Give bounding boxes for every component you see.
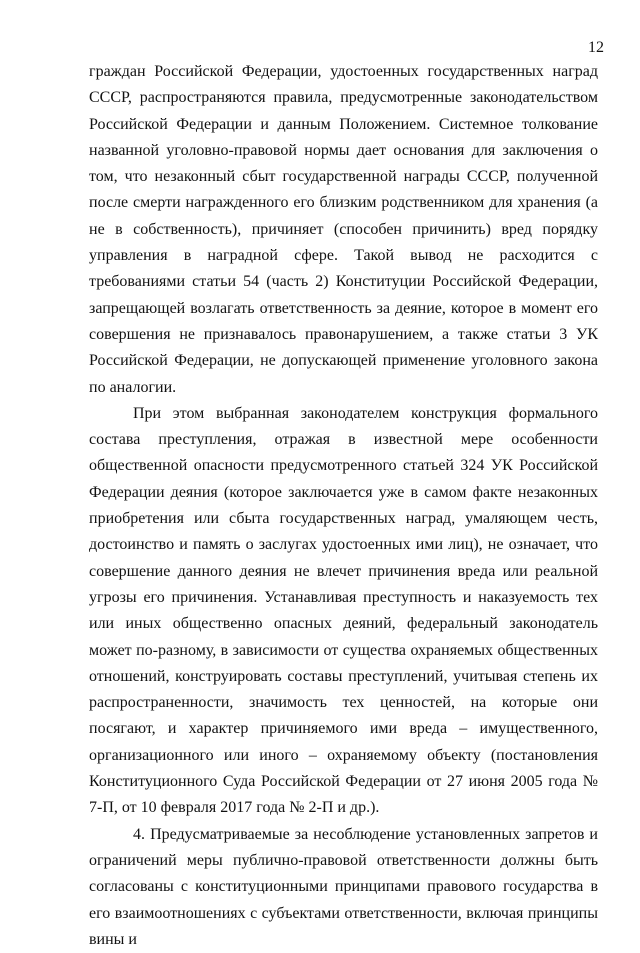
page-number: 12 [588,39,604,56]
paragraph-continued: граждан Российской Федерации, удостоенных государственных наград СССР, распространяются правила, предусмотренные законодательством Российской Федерации и данным Положением. Системное толкование названной уголовно-правовой нормы дает основания для заключения о том, что незаконный сбыт государственной награды СССР, полученной после смерти награжденного его близким родственником для хранения (а не в собственность), причиняет (способен причинить) вред порядку управления в наградной сфере. Такой вывод не расходится с требованиями статьи 54 (часть 2) Конституции Российской Федерации, запрещающей возлагать ответственность за деяние, которое в момент его совершения не признавалось правонарушением, а также статьи 3 УК Российской Федерации, не допускающей применение уголовного закона по аналогии. [89,63,598,396]
paragraph-formal-composition: При этом выбранная законодателем конструкция формального состава преступления, отражая в известной мере особенности общественной опасности предусмотренного статьей 324 УК Российской Федерации деяния (которое заключается уже в самом факте незаконных приобретения или сбыта государственных наград, умаляющем честь, достоинство и память о заслугах удостоенных ими лиц), не означает, что совершение данного деяния не влечет причинения вреда или реальной угрозы его причинения. Устанавливая преступность и наказуемость тех или иных общественно опасных деяний, федеральный законодатель может по-разному, в зависимости от существа охраняемых общественных отношений, конструировать составы преступлений, учитывая степень их распространенности, значимость тех ценностей, на которые они посягают, и характер причиняемого ими вреда – имущественного, организационного или иного – охраняемому объекту (постановления Конституционного Суда Российской Федерации от 27 июня 2005 года № 7-П, от 10 февраля 2017 года № 2-П и др.). [89,404,598,817]
document-body [89,59,598,953]
paragraph-item-4: 4. Предусматриваемые за несоблюдение установленных запретов и ограничений меры публично-правовой ответственности должны быть согласованы с конституционными принципами правового государства в его взаимоотношениях с субъектами ответственности, включая принципы вины и [89,825,598,948]
